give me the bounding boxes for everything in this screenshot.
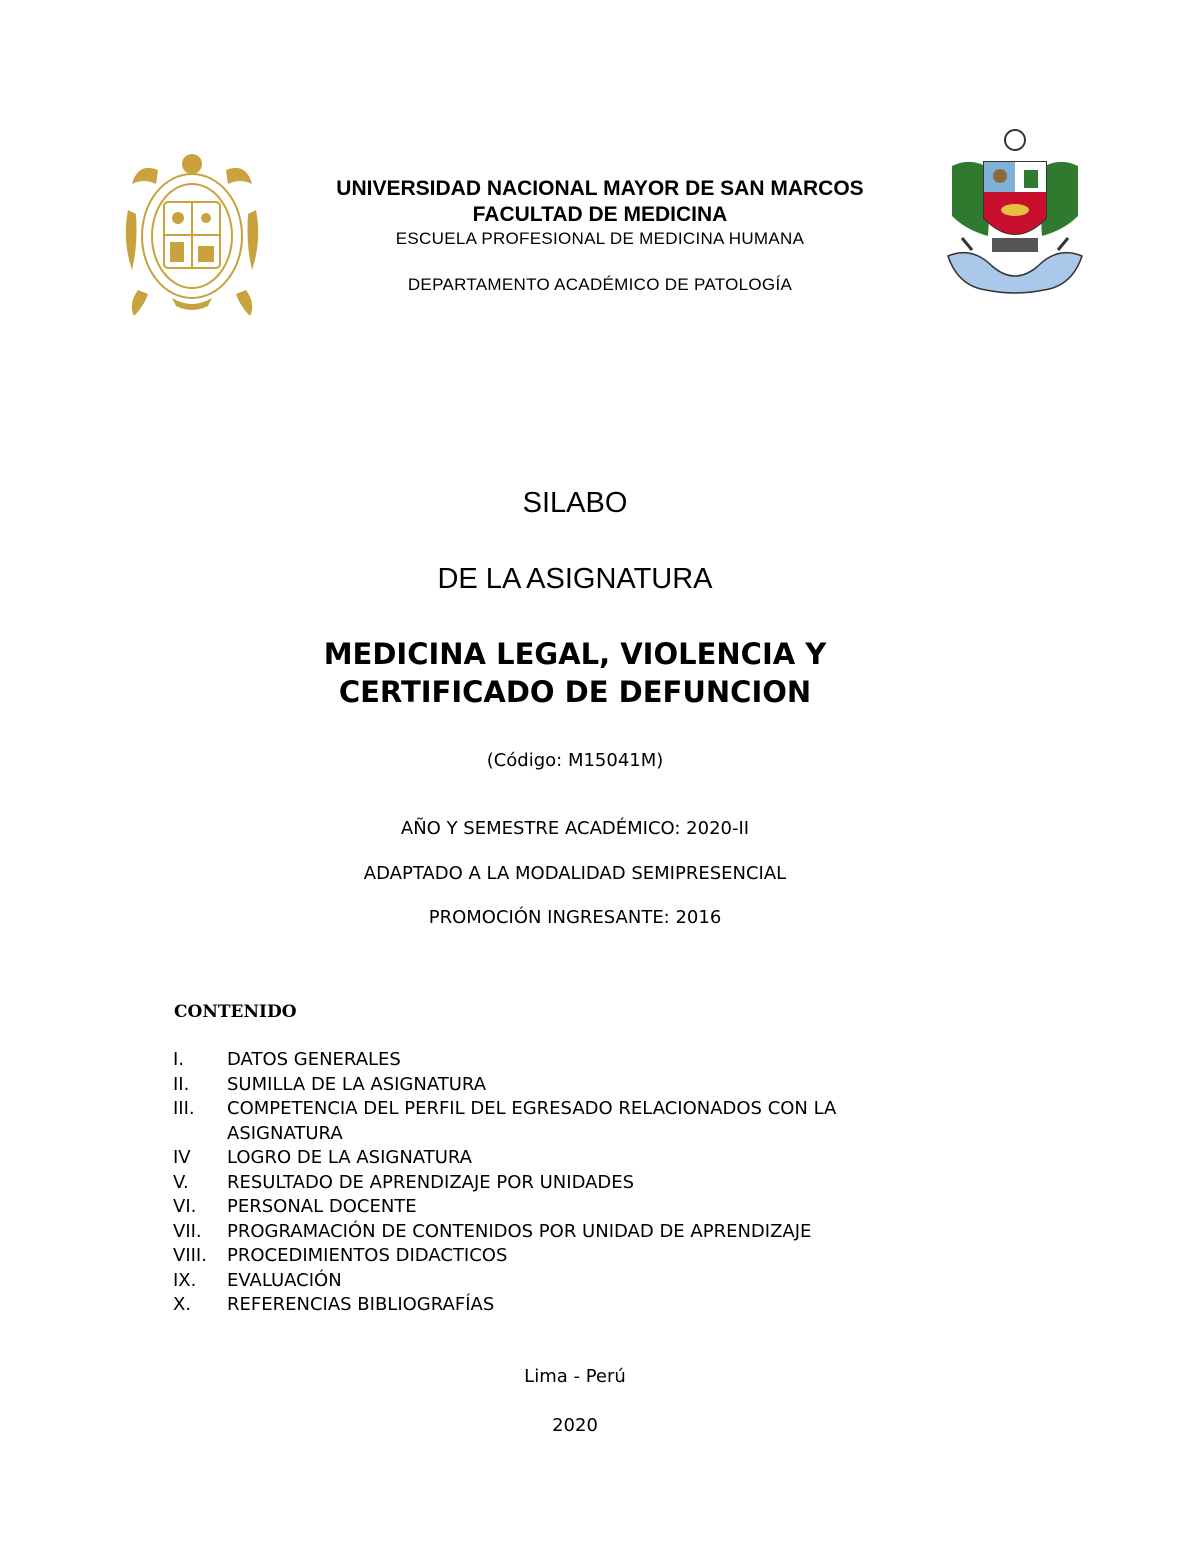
item-number: VIII. bbox=[173, 1245, 207, 1266]
peru-coat-of-arms-icon bbox=[932, 126, 1098, 304]
faculty-name: FACULTAD DE MEDICINA bbox=[472, 203, 728, 226]
item-label: PERSONAL DOCENTE bbox=[227, 1196, 417, 1217]
year: 2020 bbox=[552, 1415, 598, 1436]
item-label: REFERENCIAS BIBLIOGRAFÍAS bbox=[227, 1294, 495, 1315]
year-semester: AÑO Y SEMESTRE ACADÉMICO: 2020-II bbox=[400, 818, 750, 839]
list-item bbox=[173, 1244, 973, 1269]
document-subtitle: DE LA ASIGNATURA bbox=[437, 563, 713, 595]
list-item bbox=[173, 1122, 973, 1147]
item-number: V. bbox=[173, 1171, 189, 1193]
item-number: VII. bbox=[173, 1220, 202, 1242]
list-item bbox=[173, 1146, 973, 1171]
university-name: UNIVERSIDAD NACIONAL MAYOR DE SAN MARCOS bbox=[336, 177, 864, 200]
course-title-line-2: CERTIFICADO DE DEFUNCION bbox=[338, 675, 812, 709]
modality: ADAPTADO A LA MODALIDAD SEMIPRESENCIAL bbox=[363, 863, 787, 884]
item-label: ASIGNATURA bbox=[227, 1122, 343, 1144]
department-name: DEPARTAMENTO ACADÉMICO DE PATOLOGÍA bbox=[407, 275, 793, 294]
list-item bbox=[173, 1073, 973, 1098]
item-label: PROCEDIMIENTOS DIDACTICOS bbox=[227, 1245, 508, 1266]
list-item bbox=[173, 1048, 973, 1073]
item-label: PROGRAMACIÓN DE CONTENIDOS POR UNIDAD DE APRENDIZAJE bbox=[227, 1220, 812, 1242]
contents-heading: CONTENIDO bbox=[174, 1002, 297, 1022]
item-number: IV bbox=[173, 1147, 191, 1168]
course-code: (Código: M15041M) bbox=[486, 750, 664, 771]
list-item bbox=[173, 1269, 973, 1294]
list-item bbox=[173, 1293, 973, 1318]
item-label: SUMILLA DE LA ASIGNATURA bbox=[227, 1073, 487, 1095]
item-number: II. bbox=[173, 1073, 190, 1095]
item-label: EVALUACIÓN bbox=[227, 1269, 342, 1291]
cohort: PROMOCIÓN INGRESANTE: 2016 bbox=[428, 907, 722, 928]
item-label: LOGRO DE LA ASIGNATURA bbox=[227, 1147, 472, 1168]
document-type: SILABO bbox=[522, 487, 628, 519]
university-seal-icon bbox=[118, 150, 266, 318]
item-number: III. bbox=[173, 1098, 195, 1119]
item-label: COMPETENCIA DEL PERFIL DEL EGRESADO RELACIONADOS CON LA bbox=[227, 1098, 837, 1119]
item-number: VI. bbox=[173, 1196, 197, 1217]
place: Lima - Perú bbox=[524, 1366, 626, 1387]
item-label: RESULTADO DE APRENDIZAJE POR UNIDADES bbox=[227, 1171, 635, 1193]
list-item bbox=[173, 1195, 973, 1220]
list-item bbox=[173, 1097, 973, 1122]
course-title-line-1: MEDICINA LEGAL, VIOLENCIA Y bbox=[323, 637, 827, 671]
list-item bbox=[173, 1171, 973, 1196]
item-label: DATOS GENERALES bbox=[227, 1049, 401, 1070]
item-number: I. bbox=[173, 1049, 185, 1070]
item-number: X. bbox=[173, 1294, 192, 1315]
list-item bbox=[173, 1220, 973, 1245]
school-name: ESCUELA PROFESIONAL DE MEDICINA HUMANA bbox=[395, 229, 805, 248]
item-number: IX. bbox=[173, 1269, 197, 1291]
table-of-contents bbox=[173, 1048, 973, 1318]
